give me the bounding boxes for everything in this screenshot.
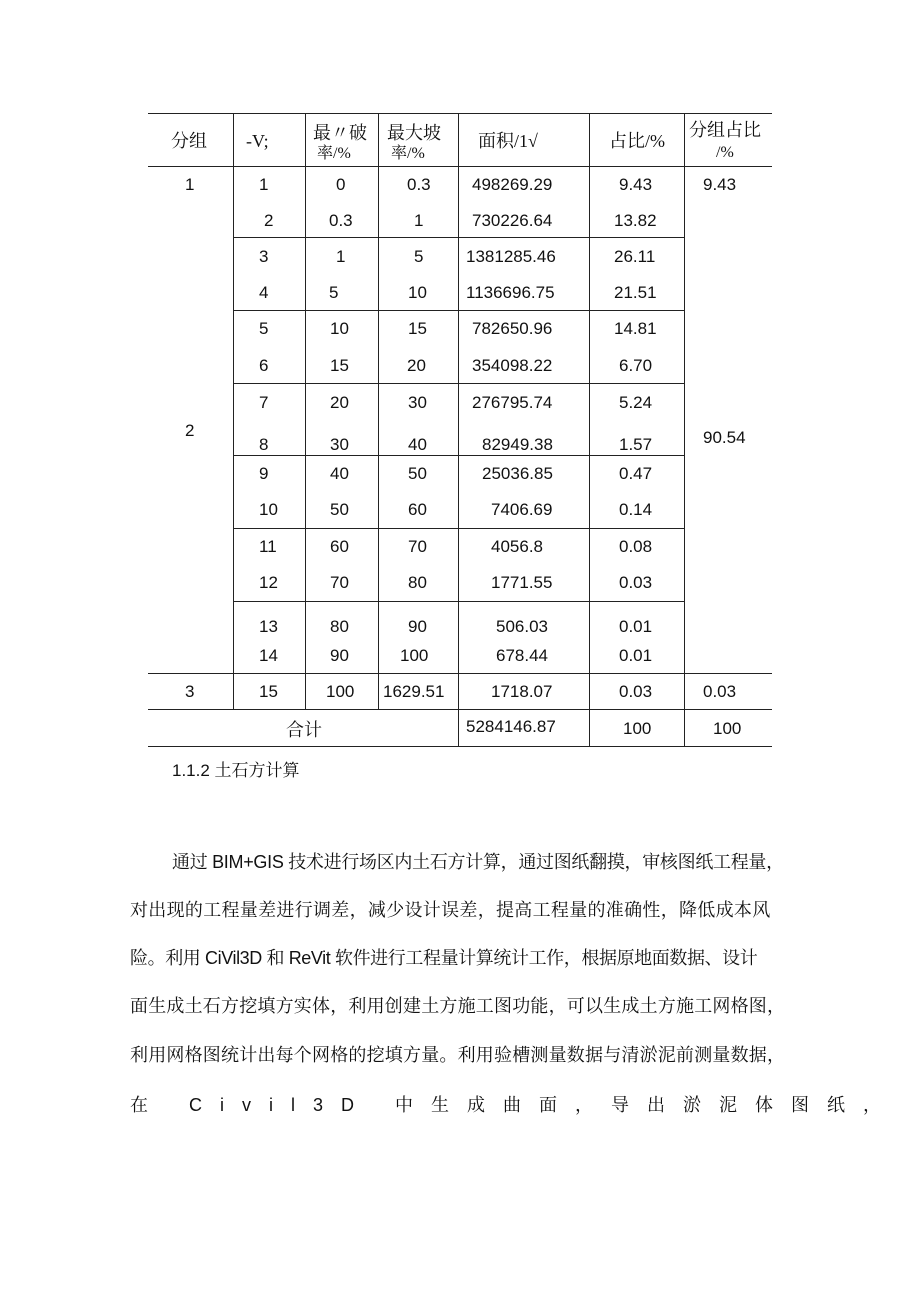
paragraph-line: 面生成土石方挖填方实体，利用创建土方施工图功能，可以生成土方施工网格图， [130, 996, 786, 1016]
row-divider [233, 310, 685, 311]
cell-min: 50 [330, 500, 349, 519]
cell-ratio: 13.82 [614, 211, 657, 230]
row-divider [233, 383, 685, 384]
cell-max: 0.3 [407, 175, 431, 194]
col-divider [684, 113, 685, 746]
cell-level: 14 [259, 646, 278, 665]
cell-ratio: 6.70 [619, 356, 653, 375]
cell-ratio: 14.81 [614, 319, 657, 338]
cell-area: 25036.85 [482, 464, 553, 483]
cell-level: 7 [259, 393, 269, 412]
cell-min: 40 [330, 464, 349, 483]
cell-level: 2 [264, 211, 274, 230]
cell-min: 15 [330, 356, 349, 375]
cell-max: 30 [408, 393, 427, 412]
header-group-ratio-line2: /% [716, 144, 734, 161]
cell-max: 20 [407, 356, 426, 375]
cell-level: 15 [259, 682, 278, 701]
cell-min: 80 [330, 617, 349, 636]
cell-area: 782650.96 [472, 319, 553, 338]
cell-ratio: 0.01 [619, 646, 653, 665]
col-divider [378, 113, 379, 709]
cell-ratio: 0.14 [619, 500, 653, 519]
cell-ratio: 21.51 [614, 283, 657, 302]
cell-ratio: 0.01 [619, 617, 653, 636]
table-bottom-border [148, 746, 772, 747]
cell-min: 1 [336, 247, 346, 266]
cell-min: 0 [336, 175, 346, 194]
cell-max: 60 [408, 500, 427, 519]
cell-area: 678.44 [496, 646, 548, 665]
cell-area: 1718.07 [491, 682, 553, 701]
cell-level: 1 [259, 175, 269, 194]
cell-max: 5 [414, 247, 424, 266]
paragraph-line: 在 Civil3D 中生成曲面，导出淤泥体图纸， [130, 1095, 900, 1115]
cell-max: 15 [408, 319, 427, 338]
row-divider [233, 528, 685, 529]
total-top-border [148, 709, 772, 710]
cell-area: 4056.8 [491, 537, 543, 556]
cell-area: 354098.22 [472, 356, 553, 375]
cell-ratio: 5.24 [619, 393, 653, 412]
header-level: -V; [246, 131, 269, 151]
group-ratio: 90.54 [703, 428, 746, 447]
total-label: 合计 [286, 720, 322, 740]
col-divider [305, 113, 306, 709]
group-label: 2 [185, 421, 195, 440]
cell-level: 4 [259, 283, 269, 302]
row-divider [233, 601, 685, 602]
header-group-ratio-line1: 分组占比 [689, 120, 761, 140]
total-area: 5284146.87 [466, 717, 556, 736]
cell-max: 1 [414, 211, 424, 230]
cell-max: 40 [408, 435, 427, 454]
cell-level: 12 [259, 573, 278, 592]
cell-area: 506.03 [496, 617, 548, 636]
cell-min: 100 [326, 682, 355, 701]
cell-area: 82949.38 [482, 435, 553, 454]
cell-area: 276795.74 [472, 393, 553, 412]
header-bottom-border [148, 166, 772, 167]
cell-max: 70 [408, 537, 427, 556]
cell-max: 90 [408, 617, 427, 636]
cell-level: 8 [259, 435, 269, 454]
cell-level: 13 [259, 617, 278, 636]
cell-area: 1771.55 [491, 573, 553, 592]
paragraph-line: 对出现的工程量差进行调差，减少设计误差，提高工程量的准确性，降低成本风 [130, 900, 771, 920]
cell-min: 0.3 [329, 211, 353, 230]
cell-min: 60 [330, 537, 349, 556]
col-divider [233, 113, 234, 709]
cell-min: 70 [330, 573, 349, 592]
cell-level: 6 [259, 356, 269, 375]
cell-min: 5 [329, 283, 339, 302]
cell-max: 80 [408, 573, 427, 592]
cell-ratio: 0.47 [619, 464, 653, 483]
cell-ratio: 9.43 [619, 175, 653, 194]
paragraph-line: 通过 BIM+GIS 技术进行场区内土石方计算，通过图纸翻摸，审核图纸工程量， [172, 852, 784, 872]
cell-level: 5 [259, 319, 269, 338]
header-group: 分组 [171, 131, 207, 151]
col-divider [458, 113, 459, 746]
cell-min: 20 [330, 393, 349, 412]
group-label: 3 [185, 682, 195, 701]
header-min-slope-line1: 最〃破 [313, 123, 367, 143]
cell-ratio: 26.11 [614, 247, 656, 266]
cell-max: 100 [400, 646, 429, 665]
total-ratio: 100 [623, 719, 652, 738]
cell-level: 3 [259, 247, 269, 266]
cell-area: 730226.64 [472, 211, 553, 230]
paragraph-line: 险。利用 CiVil3D 和 ReVit 软件进行工程量计算统计工作，根据原地面数据、设计 [130, 948, 758, 968]
cell-level: 10 [259, 500, 278, 519]
cell-ratio: 0.08 [619, 537, 653, 556]
group-label: 1 [185, 175, 195, 194]
cell-area: 1381285.46 [466, 247, 556, 266]
group-ratio: 0.03 [703, 682, 737, 701]
header-max-slope-line1: 最大坡 [387, 123, 441, 143]
total-group-ratio: 100 [713, 719, 742, 738]
col-divider [589, 113, 590, 746]
cell-area: 1136696.75 [466, 283, 555, 302]
cell-max: 10 [408, 283, 427, 302]
cell-level: 11 [259, 537, 277, 556]
table-top-border [148, 113, 772, 114]
cell-ratio: 0.03 [619, 682, 653, 701]
paragraph-line: 利用网格图统计出每个网格的挖填方量。利用验槽测量数据与清淤泥前测量数据， [130, 1045, 786, 1065]
header-ratio: 占比/% [609, 131, 665, 151]
header-max-slope-line2: 率/% [391, 145, 425, 162]
row-divider [233, 237, 685, 238]
cell-ratio: 1.57 [619, 435, 653, 454]
cell-min: 10 [330, 319, 349, 338]
group-divider [148, 673, 772, 674]
header-area: 面积/1√ [478, 131, 538, 151]
cell-min: 90 [330, 646, 349, 665]
cell-level: 9 [259, 464, 269, 483]
cell-min: 30 [330, 435, 349, 454]
cell-ratio: 0.03 [619, 573, 653, 592]
group-ratio: 9.43 [703, 175, 737, 194]
header-min-slope-line2: 率/% [317, 145, 351, 162]
cell-max: 1629.51 [383, 682, 445, 701]
cell-area: 498269.29 [472, 175, 553, 194]
cell-max: 50 [408, 464, 427, 483]
row-divider [233, 455, 685, 456]
cell-area: 7406.69 [491, 500, 553, 519]
section-heading: 1.1.2 土石方计算 [172, 761, 300, 780]
